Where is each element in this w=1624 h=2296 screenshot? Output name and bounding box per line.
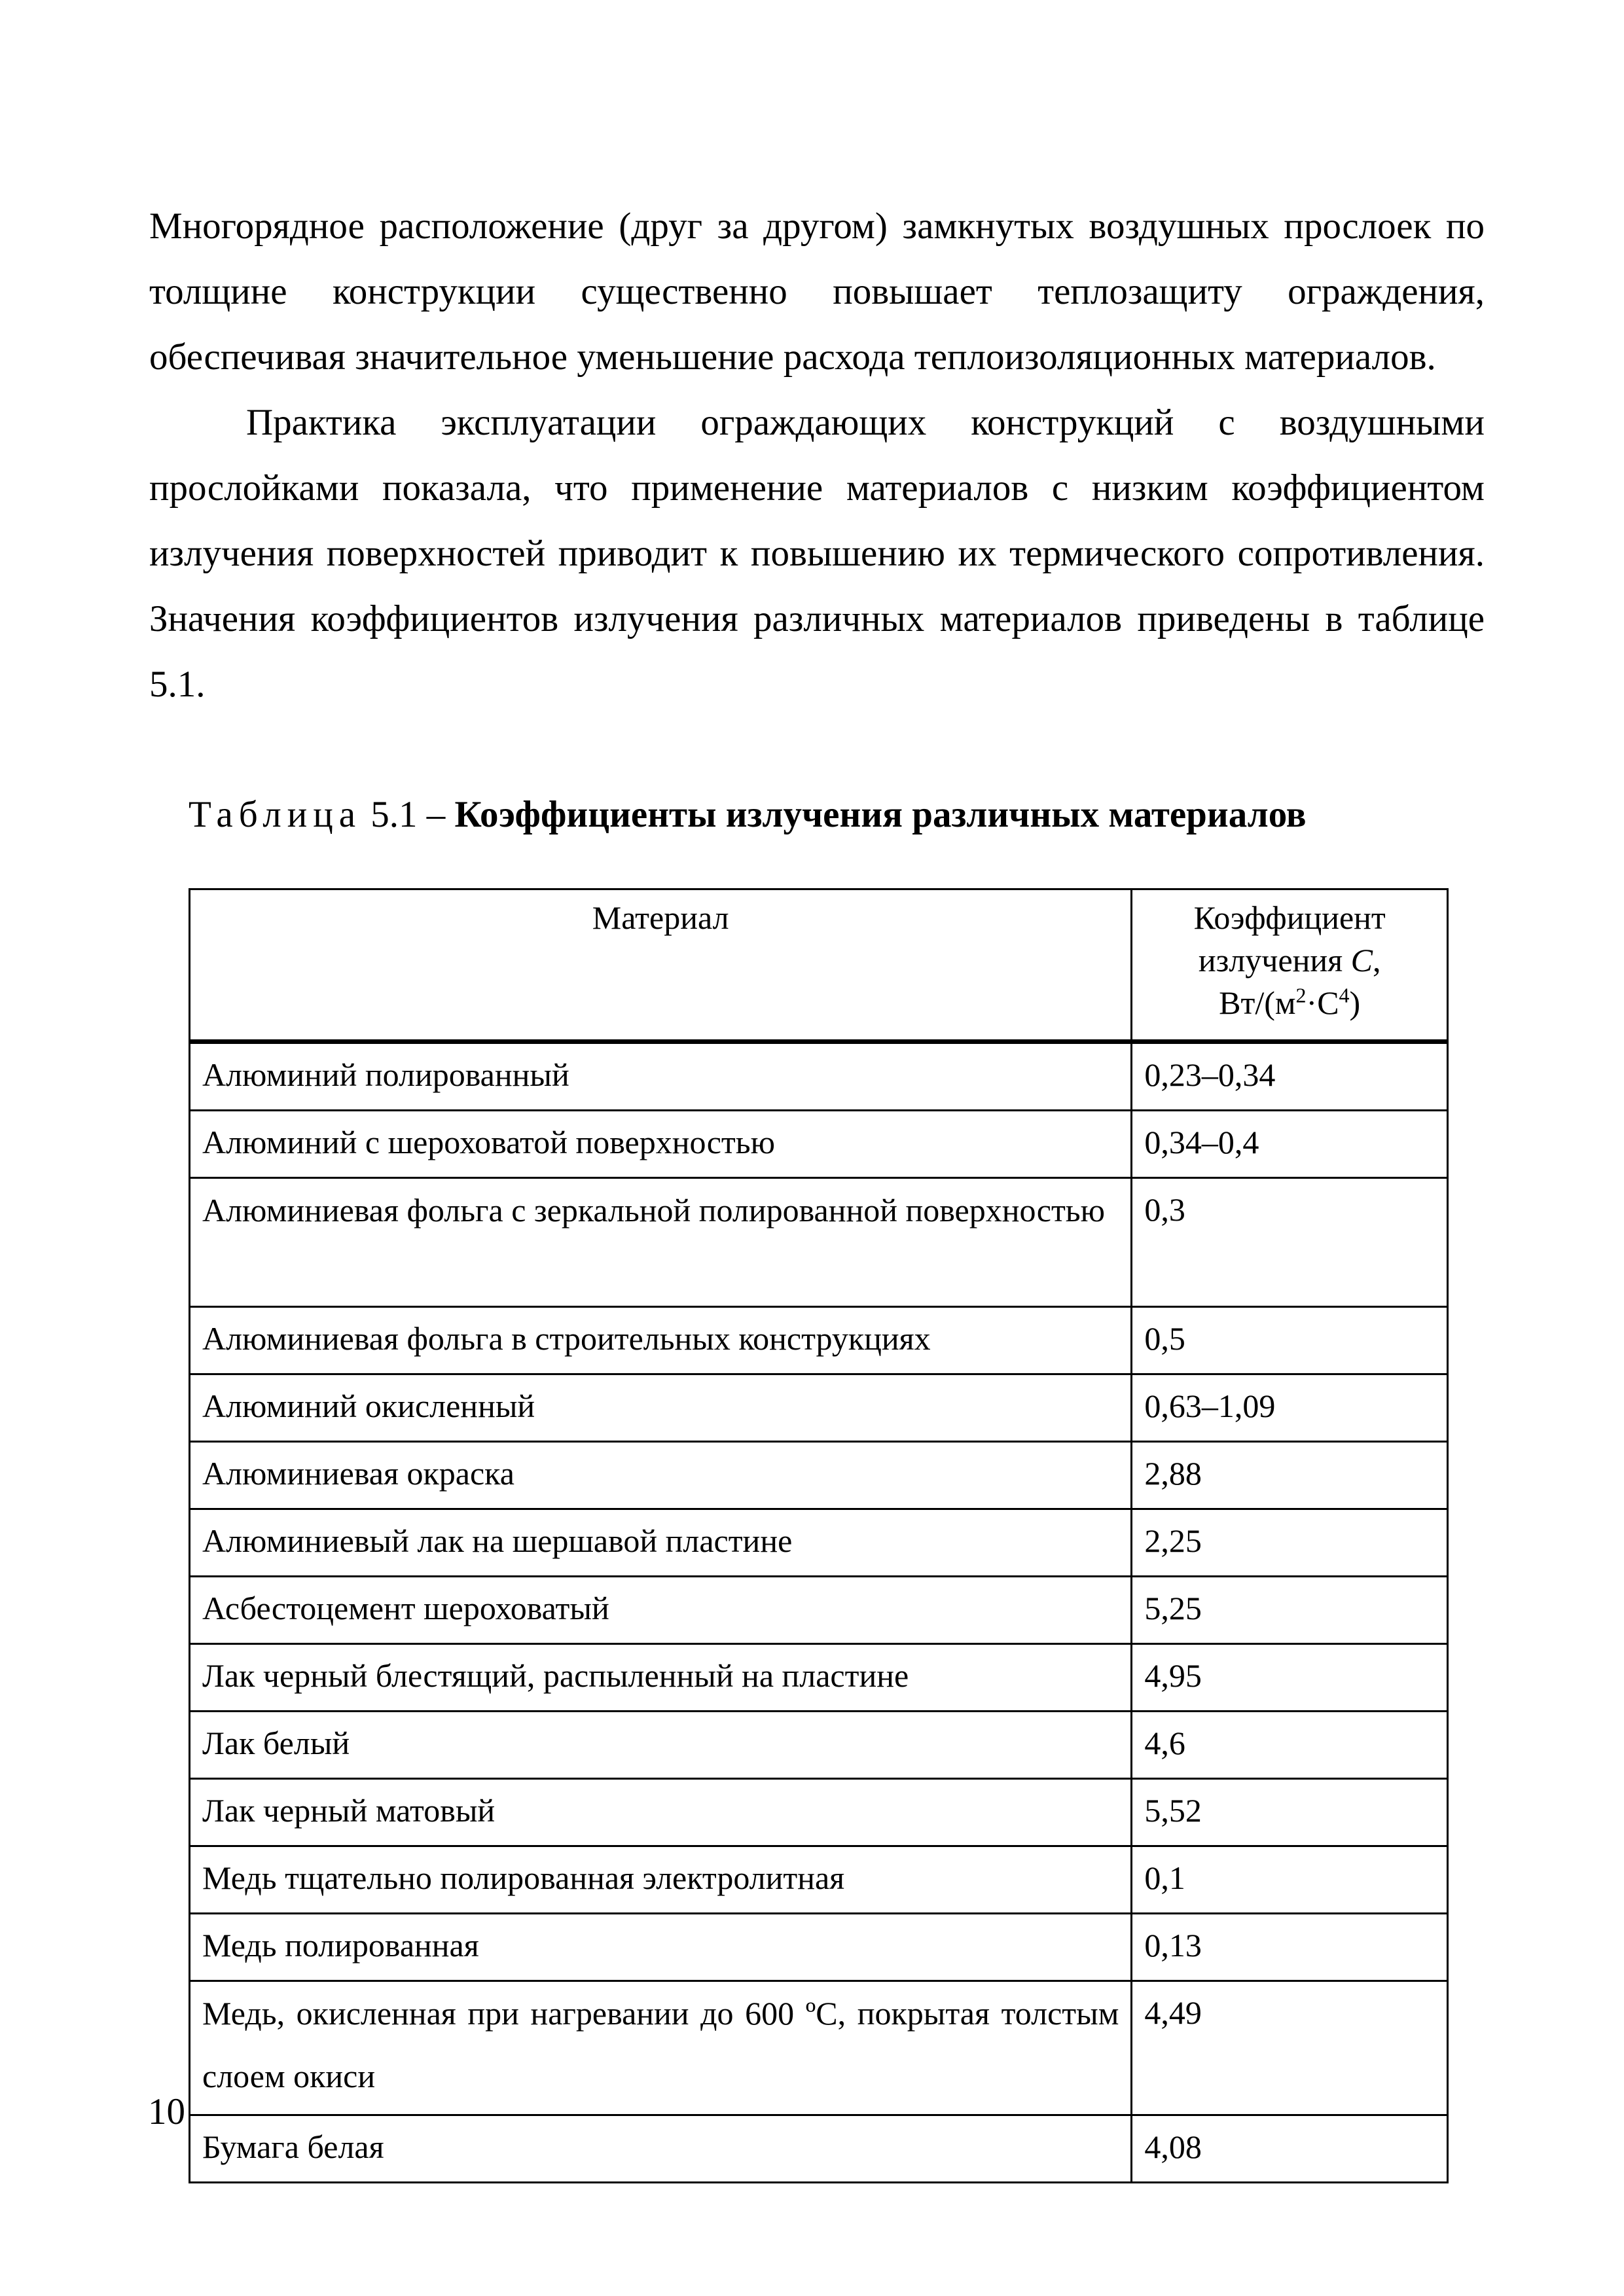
material-cell: Медь полированная	[190, 1914, 1132, 1981]
header-unit-exp2: 4	[1339, 983, 1350, 1007]
table-row	[190, 1509, 1448, 1577]
coefficient-cell: 0,63–1,09	[1132, 1374, 1448, 1442]
material-cell: Алюминиевый лак на шершавой пластине	[190, 1509, 1132, 1577]
material-cell: Лак черный блестящий, распыленный на пластине	[190, 1644, 1132, 1712]
coefficient-cell: 5,52	[1132, 1779, 1448, 1846]
table-caption-title: Коэффициенты излучения различных материалов	[454, 794, 1307, 835]
table-row	[190, 1712, 1448, 1779]
coefficient-cell: 0,13	[1132, 1914, 1448, 1981]
material-cell: Алюминиевая окраска	[190, 1442, 1132, 1509]
page-number: 10	[148, 2091, 185, 2132]
header-coefficient-line2: излучения	[1198, 942, 1343, 978]
material-cell: Лак черный матовый	[190, 1779, 1132, 1846]
coefficient-cell: 5,25	[1132, 1577, 1448, 1644]
emissivity-table	[189, 888, 1449, 2183]
header-coefficient: Коэффициент излучения C, $Вт/(м^2\cdot С^4)$	[1132, 889, 1448, 1042]
material-cell: Медь тщательно полированная электролитная	[190, 1846, 1132, 1914]
table-row	[190, 1042, 1448, 1111]
table-row	[190, 1914, 1448, 1981]
table-body	[190, 1042, 1448, 2183]
header-unit-suffix: )	[1349, 984, 1361, 1021]
coefficient-cell: 0,23–0,34	[1132, 1042, 1448, 1111]
table-caption	[189, 789, 1307, 841]
material-cell: Алюминий с шероховатой поверхностью	[190, 1111, 1132, 1178]
coefficient-cell: 4,95	[1132, 1644, 1448, 1712]
table-row	[190, 2115, 1448, 2183]
material-cell: Бумага белая	[190, 2115, 1132, 2183]
table-row	[190, 1981, 1448, 2115]
table-row	[190, 1307, 1448, 1374]
coefficient-cell: 4,08	[1132, 2115, 1448, 2183]
paragraph-1: Многорядное расположение (друг за другом) замкнутых воздушных прослоек по толщине конструкции существенно повышает теплозащиту ограждения, обеспечивая значительное уменьшение расхода теплоизоляционных материалов.	[149, 206, 1485, 378]
table-row	[190, 1846, 1448, 1914]
table-caption-label: Таблица	[189, 794, 362, 835]
table-caption-number: 5.1 –	[370, 794, 446, 835]
table-row	[190, 1178, 1448, 1307]
table-row	[190, 1442, 1448, 1509]
table-row	[190, 1779, 1448, 1846]
material-cell: Медь, окисленная при нагревании до 600 ºС, покрытая толстым слоем окиси	[190, 1981, 1132, 2115]
material-cell: Лак белый	[190, 1712, 1132, 1779]
table-row	[190, 1111, 1448, 1178]
table-row	[190, 1644, 1448, 1712]
header-unit-prefix: Вт/(м	[1219, 984, 1296, 1021]
coefficient-cell: 0,1	[1132, 1846, 1448, 1914]
coefficient-cell: 2,25	[1132, 1509, 1448, 1577]
header-coefficient-line1: Коэффициент	[1193, 899, 1386, 936]
coefficient-cell: 2,88	[1132, 1442, 1448, 1509]
material-cell: Алюминиевая фольга в строительных конструкциях	[190, 1307, 1132, 1374]
material-cell: Асбестоцемент шероховатый	[190, 1577, 1132, 1644]
header-unit-mid: ·С	[1306, 984, 1339, 1021]
table-header-row	[190, 889, 1448, 1042]
material-cell: Алюминиевая фольга с зеркальной полированной поверхностью	[190, 1178, 1132, 1307]
header-material: Материал	[190, 889, 1132, 1042]
coefficient-cell: 4,49	[1132, 1981, 1448, 2115]
header-coefficient-symbol: C	[1350, 942, 1373, 978]
coefficient-cell: 0,5	[1132, 1307, 1448, 1374]
coefficient-cell: 0,3	[1132, 1178, 1448, 1307]
table-row	[190, 1577, 1448, 1644]
paragraph-2: Практика эксплуатации ограждающих конструкций с воздушными прослойками показала, что применение материалов с низким коэффициентом излучения поверхностей приводит к повышению их термического сопротивления. Значения коэффициентов излучения различных материалов приведены в таблице 5.1.	[149, 402, 1485, 705]
coefficient-cell: 4,6	[1132, 1712, 1448, 1779]
table-row	[190, 1374, 1448, 1442]
material-cell: Алюминий окисленный	[190, 1374, 1132, 1442]
material-cell: Алюминий полированный	[190, 1042, 1132, 1111]
header-unit-exp1: 2	[1295, 983, 1307, 1007]
coefficient-cell: 0,34–0,4	[1132, 1111, 1448, 1178]
